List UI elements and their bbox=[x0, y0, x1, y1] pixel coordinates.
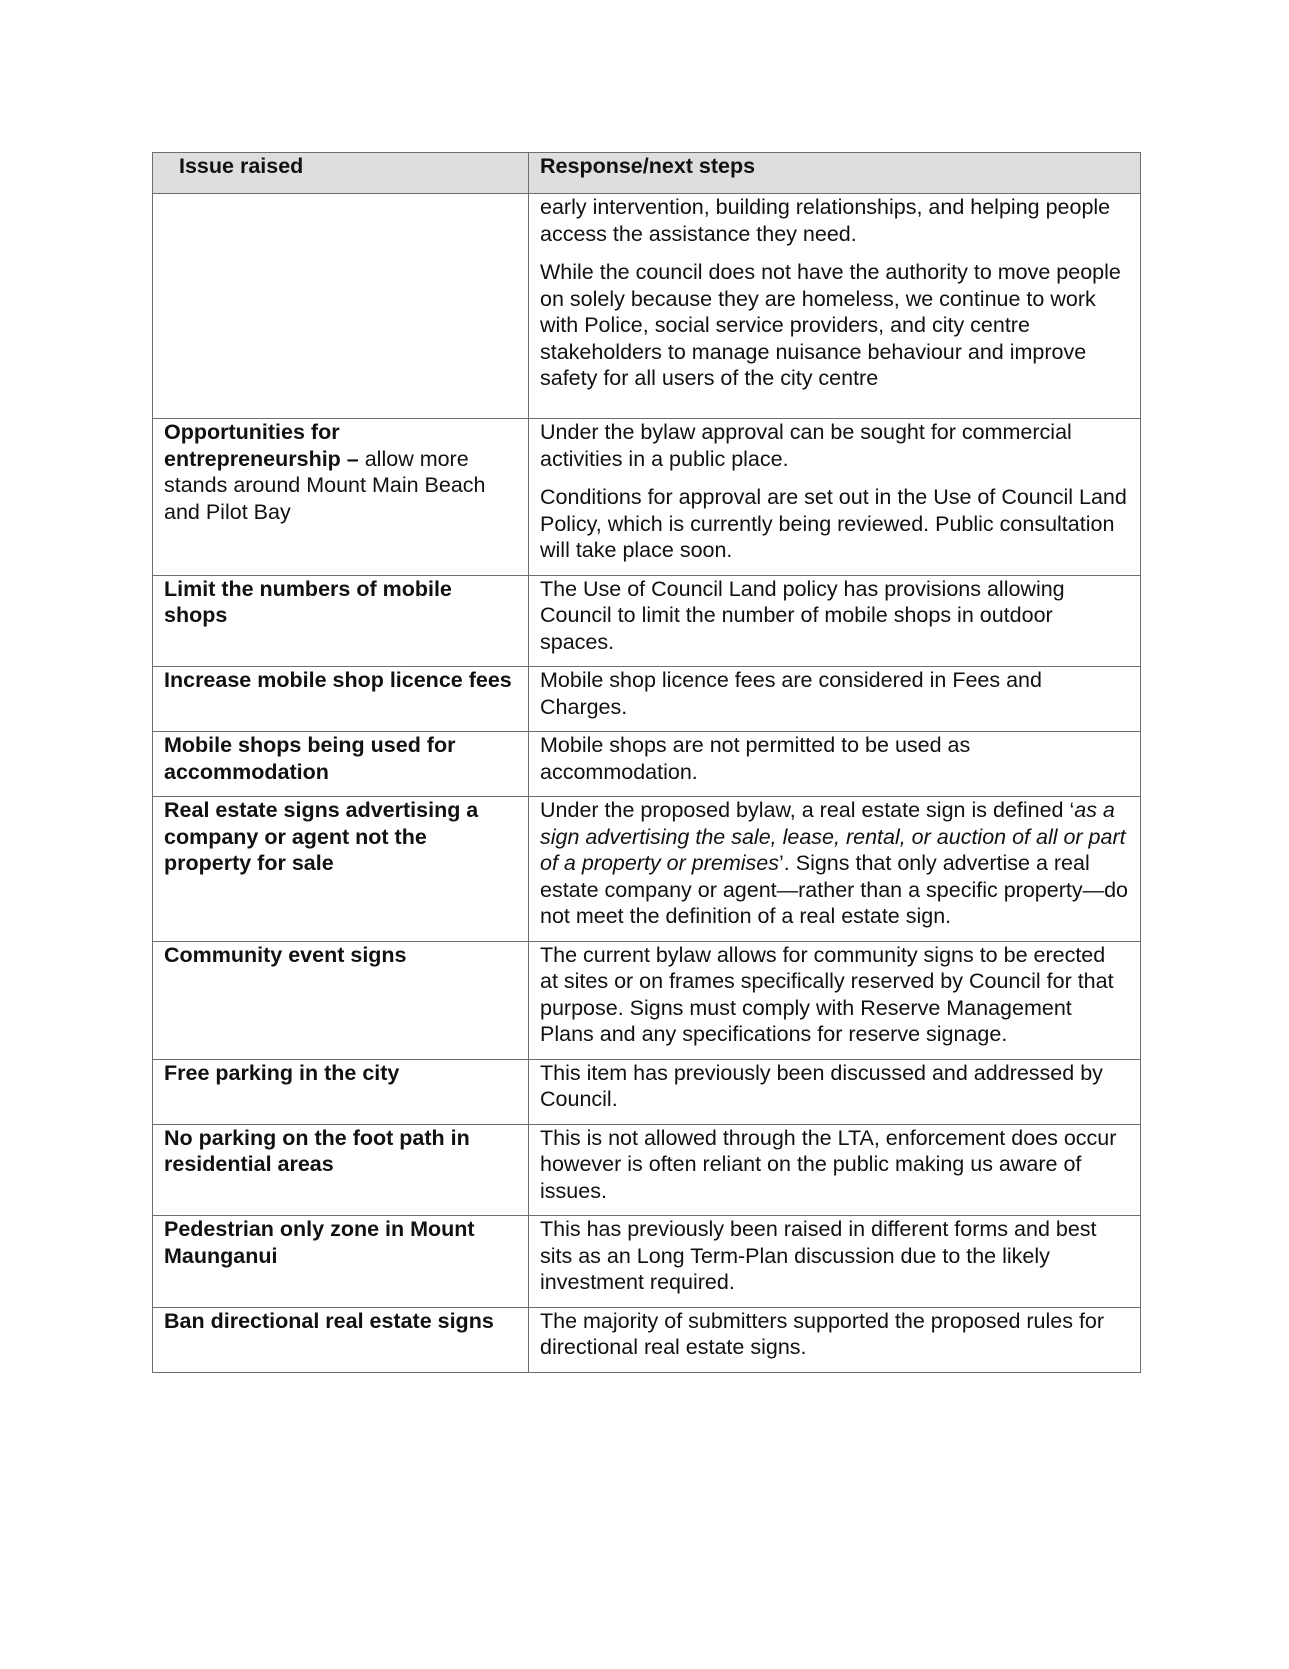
response-paragraph: The Use of Council Land policy has provisions allowing Council to limit the number of mobile shops in outdoor spaces. bbox=[540, 576, 1065, 654]
issue-title: Ban directional real estate signs bbox=[164, 1308, 494, 1333]
table-row bbox=[153, 667, 1141, 732]
response-paragraph: This item has previously been discussed and addressed by Council. bbox=[540, 1060, 1103, 1111]
issue-cell bbox=[153, 575, 529, 667]
response-cell bbox=[529, 732, 1141, 797]
response-cell bbox=[529, 575, 1141, 667]
table-row bbox=[153, 941, 1141, 1059]
issue-title: Opportunities for entrepreneurship – bbox=[164, 420, 359, 471]
response-cell bbox=[529, 1307, 1141, 1372]
response-paragraph: Under the bylaw approval can be sought for commercial activities in a public place. bbox=[540, 420, 1072, 471]
response-paragraph: This is not allowed through the LTA, enforcement does occur however is often reliant on the public making us aware of issues. bbox=[540, 1125, 1117, 1203]
response-cell bbox=[529, 194, 1141, 419]
issue-title: Mobile shops being used for accommodation bbox=[164, 733, 456, 784]
response-cell bbox=[529, 1124, 1141, 1216]
response-paragraph: This has previously been raised in different forms and best sits as an Long Term-Plan discussion due to the likely investment required. bbox=[540, 1217, 1097, 1294]
response-cell bbox=[529, 1059, 1141, 1124]
response-text: ’. Signs that only advertise a real estate company or agent—rather than a specific property—do not meet the definition of a real estate sign. bbox=[540, 851, 1128, 928]
issue-cell bbox=[153, 1059, 529, 1124]
issue-title: No parking on the foot path in residential areas bbox=[164, 1125, 470, 1176]
response-cell bbox=[529, 667, 1141, 732]
issue-title: Increase mobile shop licence fees bbox=[164, 668, 512, 692]
response-paragraph: Mobile shops are not permitted to be used as accommodation. bbox=[540, 733, 971, 784]
table-row bbox=[153, 1124, 1141, 1216]
header-issue-raised: Issue raised bbox=[153, 153, 529, 194]
response-paragraph: While the council does not have the authority to move people on solely because they are homeless, we continue to work with Police, social service providers, and city centre stakeholders to manage nuisance behaviour and improve safety for all users of the city centre bbox=[540, 260, 1121, 390]
issue-title: Community event signs bbox=[164, 942, 407, 967]
table-row bbox=[153, 575, 1141, 667]
issue-title: Free parking in the city bbox=[164, 1060, 400, 1085]
table-row bbox=[153, 1307, 1141, 1372]
response-cell bbox=[529, 1216, 1141, 1308]
issue-cell bbox=[153, 1307, 529, 1372]
issues-response-table bbox=[152, 152, 1141, 1373]
response-paragraph: Mobile shop licence fees are considered in Fees and Charges. bbox=[540, 668, 1042, 719]
table-row bbox=[153, 797, 1141, 942]
response-paragraph: Conditions for approval are set out in the Use of Council Land Policy, which is currently being reviewed. Public consultation will take place soon. bbox=[540, 485, 1127, 562]
issue-detail: allow more stands around Mount Main Beach and Pilot Bay bbox=[164, 446, 486, 524]
issue-cell bbox=[153, 797, 529, 942]
header-response-next-steps: Response/next steps bbox=[529, 153, 1141, 194]
issue-cell bbox=[153, 1216, 529, 1308]
issue-cell bbox=[153, 667, 529, 732]
response-paragraph bbox=[540, 797, 1129, 930]
table-row bbox=[153, 419, 1141, 576]
response-cell bbox=[529, 941, 1141, 1059]
table-header-row bbox=[153, 153, 1141, 194]
response-paragraph: The majority of submitters supported the proposed rules for directional real estate signs. bbox=[540, 1308, 1105, 1359]
response-text: Under the proposed bylaw, a real estate sign is defined ‘ bbox=[540, 798, 1075, 822]
issue-cell bbox=[153, 419, 529, 576]
issue-title: Pedestrian only zone in Mount Maunganui bbox=[164, 1217, 475, 1268]
issue-cell bbox=[153, 1124, 529, 1216]
issue-title: Limit the numbers of mobile shops bbox=[164, 576, 452, 627]
table-row bbox=[153, 1059, 1141, 1124]
table-row bbox=[153, 732, 1141, 797]
table-row bbox=[153, 194, 1141, 419]
response-paragraph: The current bylaw allows for community signs to be erected at sites or on frames specifically reserved by Council for that purpose. Signs must comply with Reserve Management Plans and any specifications for reserve signage. bbox=[540, 942, 1114, 1046]
issue-title: Real estate signs advertising a company or agent not the property for sale bbox=[164, 798, 479, 875]
issue-cell bbox=[153, 732, 529, 797]
response-cell bbox=[529, 797, 1141, 942]
response-cell bbox=[529, 419, 1141, 576]
issue-cell bbox=[153, 941, 529, 1059]
issue-cell bbox=[153, 194, 529, 419]
response-paragraph: early intervention, building relationships, and helping people access the assistance they need. bbox=[540, 195, 1111, 246]
table-row bbox=[153, 1216, 1141, 1308]
definition-quote: as a sign advertising the sale, lease, rental, or auction of all or part of a property or premises bbox=[540, 798, 1126, 875]
